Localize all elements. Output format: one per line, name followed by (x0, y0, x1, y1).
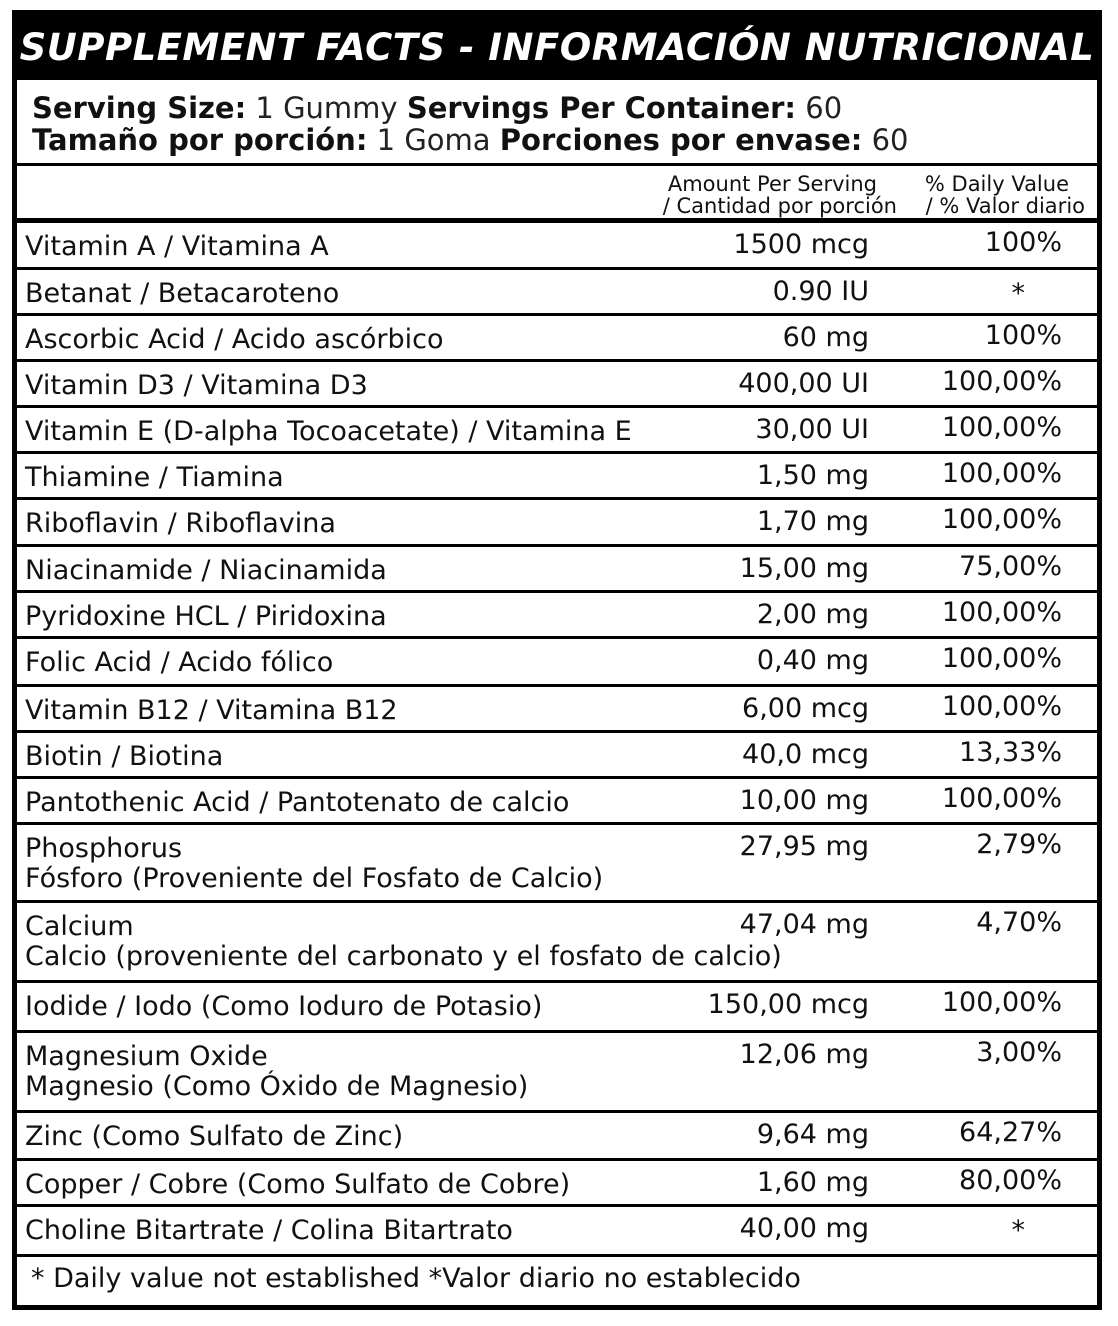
nutrient-daily-value: 100,00% (941, 783, 1062, 814)
nutrient-name: Choline Bitartrate / Colina Bitartrato (25, 1215, 513, 1246)
nutrient-name-line2: Calcio (proveniente del carbonato y el fosfato de calcio) (25, 941, 782, 972)
nutrient-row (17, 547, 1097, 593)
column-headers (17, 166, 1097, 223)
nutrient-row (17, 500, 1097, 547)
nutrient-row (17, 639, 1097, 687)
nutrient-amount: 15,00 mg (739, 553, 869, 584)
nutrient-amount: 1,60 mg (756, 1167, 869, 1198)
nutrient-name: Pantothenic Acid / Pantotenato de calcio (25, 787, 570, 818)
nutrient-amount: 1,70 mg (756, 506, 869, 537)
dv-header-line2: / % Valor diario (925, 194, 1085, 218)
nutrient-daily-value: 2,79% (976, 829, 1062, 860)
nutrient-daily-value: 100,00% (941, 691, 1062, 722)
supplement-facts-panel (12, 10, 1102, 1310)
nutrient-amount: 2,00 mg (756, 599, 869, 630)
nutrient-amount: 27,95 mg (739, 831, 869, 862)
nutrient-row (17, 1033, 1097, 1113)
nutrient-amount: 40,0 mcg (742, 739, 869, 770)
nutrient-daily-value: 100,00% (941, 412, 1062, 443)
amount-header-line1: Amount Per Serving (667, 172, 877, 196)
servings-per-container-label-es: Porciones por envase: (499, 123, 863, 157)
nutrient-name: Phosphorus (25, 833, 183, 864)
servings-per-container-label: Servings Per Container: (406, 91, 797, 125)
footnote: * Daily value not established *Valor diario no establecido (31, 1263, 801, 1294)
nutrient-name: Thiamine / Tiamina (25, 462, 284, 493)
nutrient-amount: 47,04 mg (739, 909, 869, 940)
nutrient-daily-value: 100% (984, 320, 1062, 351)
nutrient-daily-value: 75,00% (959, 551, 1062, 582)
nutrient-daily-value: 100,00% (941, 458, 1062, 489)
nutrient-amount: 0.90 IU (772, 276, 869, 307)
nutrient-name: Vitamin A / Vitamina A (25, 231, 329, 262)
serving-line-en (32, 92, 842, 124)
nutrient-amount: 150,00 mcg (707, 989, 869, 1020)
nutrient-daily-value: 100,00% (941, 597, 1062, 628)
serving-size-label: Serving Size: (32, 91, 247, 125)
serving-size-label-es: Tamaño por porción: (32, 123, 368, 157)
amount-header-line2: / Cantidad por porción (662, 194, 897, 218)
servings-per-container-value-es: 60 (871, 123, 909, 157)
nutrient-daily-value: 4,70% (976, 907, 1062, 938)
serving-size-value-es: 1 Goma (376, 123, 491, 157)
nutrient-daily-value: 100,00% (941, 987, 1062, 1018)
nutrient-amount: 0,40 mg (756, 645, 869, 676)
nutrient-name: Betanat / Betacaroteno (25, 278, 340, 309)
nutrient-name-line2: Magnesio (Como Óxido de Magnesio) (25, 1071, 529, 1102)
nutrient-name: Folic Acid / Acido fólico (25, 647, 334, 678)
nutrient-row (17, 983, 1097, 1033)
nutrient-row (17, 316, 1097, 362)
nutrient-name: Vitamin B12 / Vitamina B12 (25, 695, 398, 726)
nutrient-row (17, 454, 1097, 500)
nutrient-daily-value: 80,00% (959, 1165, 1062, 1196)
nutrient-amount: 400,00 UI (738, 368, 869, 399)
nutrient-row (17, 825, 1097, 903)
nutrient-row (17, 687, 1097, 733)
serving-size-value: 1 Gummy (255, 91, 398, 125)
nutrient-daily-value: 3,00% (976, 1037, 1062, 1068)
nutrient-row (17, 1161, 1097, 1207)
nutrient-daily-value: * (1011, 278, 1025, 309)
nutrient-amount: 12,06 mg (739, 1039, 869, 1070)
nutrient-amount: 1500 mcg (733, 229, 869, 260)
dv-header-line1: % Daily Value (924, 172, 1069, 196)
nutrient-daily-value: 100,00% (941, 504, 1062, 535)
nutrient-daily-value: 13,33% (959, 737, 1062, 768)
nutrient-row (17, 903, 1097, 983)
nutrient-row (17, 1207, 1097, 1257)
nutrient-amount: 60 mg (782, 322, 869, 353)
nutrient-name: Biotin / Biotina (25, 741, 224, 772)
serving-line-es (32, 124, 909, 156)
nutrient-name: Riboflavin / Riboflavina (25, 508, 336, 539)
nutrient-row (17, 593, 1097, 639)
nutrient-amount: 10,00 mg (739, 785, 869, 816)
nutrient-daily-value: 100,00% (941, 366, 1062, 397)
nutrient-name: Ascorbic Acid / Acido ascórbico (25, 324, 444, 355)
nutrient-name-line2: Fósforo (Proveniente del Fosfato de Calcio) (25, 863, 604, 894)
nutrient-name: Vitamin E (D-alpha Tocoacetate) / Vitamina E (25, 416, 632, 447)
nutrient-row (17, 408, 1097, 454)
nutrient-amount: 30,00 UI (755, 414, 869, 445)
nutrient-row (17, 223, 1097, 270)
nutrient-name: Niacinamide / Niacinamida (25, 555, 387, 586)
nutrient-amount: 6,00 mcg (742, 693, 869, 724)
nutrient-name: Magnesium Oxide (25, 1041, 268, 1072)
nutrient-row (17, 779, 1097, 825)
nutrient-name: Vitamin D3 / Vitamina D3 (25, 370, 368, 401)
nutrient-name: Calcium (25, 911, 134, 942)
nutrient-name: Pyridoxine HCL / Piridoxina (25, 601, 387, 632)
nutrient-daily-value: 100,00% (941, 643, 1062, 674)
nutrient-name: Copper / Cobre (Como Sulfato de Cobre) (25, 1169, 571, 1200)
nutrient-amount: 40,00 mg (739, 1213, 869, 1244)
nutrient-row (17, 362, 1097, 408)
nutrient-amount: 1,50 mg (756, 460, 869, 491)
panel-title: SUPPLEMENT FACTS - INFORMACIÓN NUTRICIONAL (17, 15, 1097, 80)
nutrient-daily-value: 64,27% (959, 1117, 1062, 1148)
nutrient-daily-value: 100% (984, 227, 1062, 258)
nutrient-row (17, 1113, 1097, 1161)
nutrient-row (17, 270, 1097, 316)
nutrient-daily-value: * (1011, 1215, 1025, 1246)
serving-info (17, 80, 1097, 166)
nutrient-name: Iodide / Iodo (Como Ioduro de Potasio) (25, 991, 543, 1022)
nutrient-amount: 9,64 mg (756, 1119, 869, 1150)
servings-per-container-value: 60 (805, 91, 843, 125)
nutrient-name: Zinc (Como Sulfato de Zinc) (25, 1121, 404, 1152)
nutrient-row (17, 733, 1097, 779)
